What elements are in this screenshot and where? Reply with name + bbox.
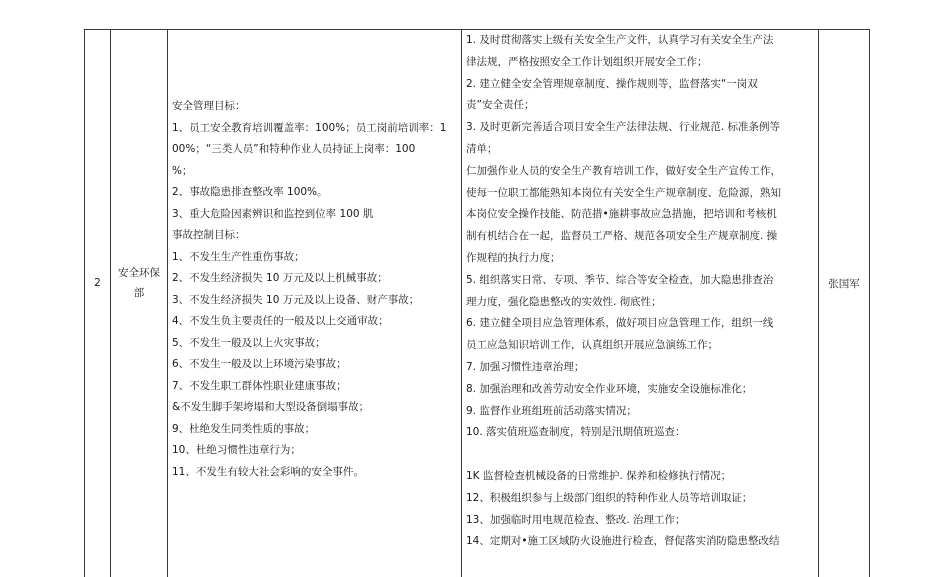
- goal-line: 10、杜绝习惯性违章行为；: [172, 444, 301, 456]
- duty-line: 2. 建立健全安全管理规章制度、操作规则等，监督落实“一岗双: [466, 77, 758, 90]
- goal-line: 9、杜绝发生同类性质的事故；: [172, 422, 316, 435]
- goal-line: 6、不发生一般及以上环境污染事故；: [172, 358, 347, 370]
- duty-line: 1. 及时贯彻落实上级有关安全生产文件，认真学习有关安全生产法: [466, 34, 774, 46]
- duty-line: 清单；: [466, 142, 498, 155]
- goal-line: 2、事故隐患排查整改率 100%。: [172, 186, 328, 198]
- goal-line: 2、不发生经济损失 10 万元及以上机械事故；: [172, 272, 388, 284]
- duty-line: 责”安全责任；: [466, 99, 535, 112]
- table-border-right: [869, 29, 870, 577]
- duty-line: 7. 加强习惯性违章治理；: [466, 360, 585, 373]
- duty-line: 本岗位安全操作技能、防范措•施耕事故应急措施，把培训和考核机: [466, 208, 777, 221]
- table-border-col4: [818, 29, 819, 577]
- duty-line: 9. 监督作业班组班前活动落实情况；: [466, 404, 637, 417]
- duty-line: 5. 组织落实日常、专项、季节、综合等安全检查，加大隐患排查治: [466, 273, 774, 286]
- goal-line: 1、员工安全教育培训覆盖率：100%；员工岗前培训率：1: [172, 121, 447, 134]
- duties-list: [466, 30, 811, 553]
- table-border-col3: [461, 29, 462, 577]
- goal-line: 4、不发生负主要责任的一般及以上交通审故；: [172, 315, 389, 327]
- goal-line: 5、不发生一般及以上火灾事故；: [172, 336, 326, 349]
- goal-line: 11、不发生有较大社会彩响的安全事件。: [172, 465, 364, 478]
- duty-line: 14、定期对•施工区域防火设施进行检查，督促落实消防隐患整改结: [466, 535, 780, 548]
- table-border-col1: [110, 29, 111, 577]
- duty-line: [466, 444, 811, 466]
- department-name: [111, 263, 167, 303]
- duty-line: 律法规，严格按照安全工作计划组织开展安全工作；: [466, 55, 708, 68]
- responsible-person: 张国军: [828, 278, 860, 290]
- duty-line: 6. 建立健全项目应急管理体系，做好项目应急管理工作，组织一线: [466, 317, 774, 330]
- duty-line: 员工应急知识培训工作，认真组织开展应急演练工作；: [466, 339, 718, 352]
- goal-line: 1、不发生生产性重伤事故；: [172, 250, 305, 263]
- goal-line: %；: [172, 164, 193, 177]
- goals-list: [172, 96, 457, 483]
- department-line-1: 安全环保: [118, 267, 160, 279]
- goal-line: 00%；“三类人员”和特种作业人员持证上岗率：100: [172, 143, 416, 155]
- duty-line: 13、加强临时用电规范检查、整改. 治理工作；: [466, 513, 686, 526]
- duty-line: 3. 及时更新完善适合项目安全生产法律法规、行业规范. 标准条例等: [466, 121, 781, 134]
- duty-line: 制有机结合在一起，监督员工严格、规范各项安全生产规章制度. 操: [466, 230, 778, 243]
- goal-line: 3、重大危险因素辨识和监控到位率 100 肌: [172, 207, 374, 220]
- department-line-2: 部: [133, 287, 145, 299]
- row-number: 2: [94, 277, 101, 289]
- duty-line: 12、积极组织参与上级部门组织的特种作业人员等培训取证；: [466, 491, 753, 504]
- duty-line: 作规程的执行力度；: [466, 251, 561, 264]
- duty-line: 1K 监督检查机械设备的日常维护. 保养和检修执行情况；: [466, 469, 732, 482]
- table-border-col2: [167, 29, 168, 577]
- goal-line: 7、不发生职工群体性职业建康事故；: [172, 379, 347, 392]
- duty-line: 使每一位职工都能熟知本岗位有关安全生产规章制度、危险源，熟知: [466, 186, 781, 199]
- duty-line: 10. 落实值班巡查制度，特别是汛期值班巡查：: [466, 426, 686, 439]
- duty-line: 仁加强作业人员的安全生产教育培训工作，做好安全生产宣传工作，: [466, 164, 781, 177]
- goal-line: 事故控制目标：: [172, 229, 246, 241]
- table-border-left: [84, 29, 85, 577]
- goal-line: 安全管理目标：: [172, 100, 246, 112]
- duty-line: 8. 加强治理和改善劳动安全作业环境，实施安全设施标准化；: [466, 382, 753, 395]
- goal-line: 3、不发生经济损失 10 万元及以上设备、财产事故；: [172, 293, 420, 306]
- duty-line: 理力度，强化隐患整改的实效性. 彻底性；: [466, 295, 662, 308]
- goal-line: &不发生脚手架垮塌和大型设备倒塌事故；: [172, 401, 370, 413]
